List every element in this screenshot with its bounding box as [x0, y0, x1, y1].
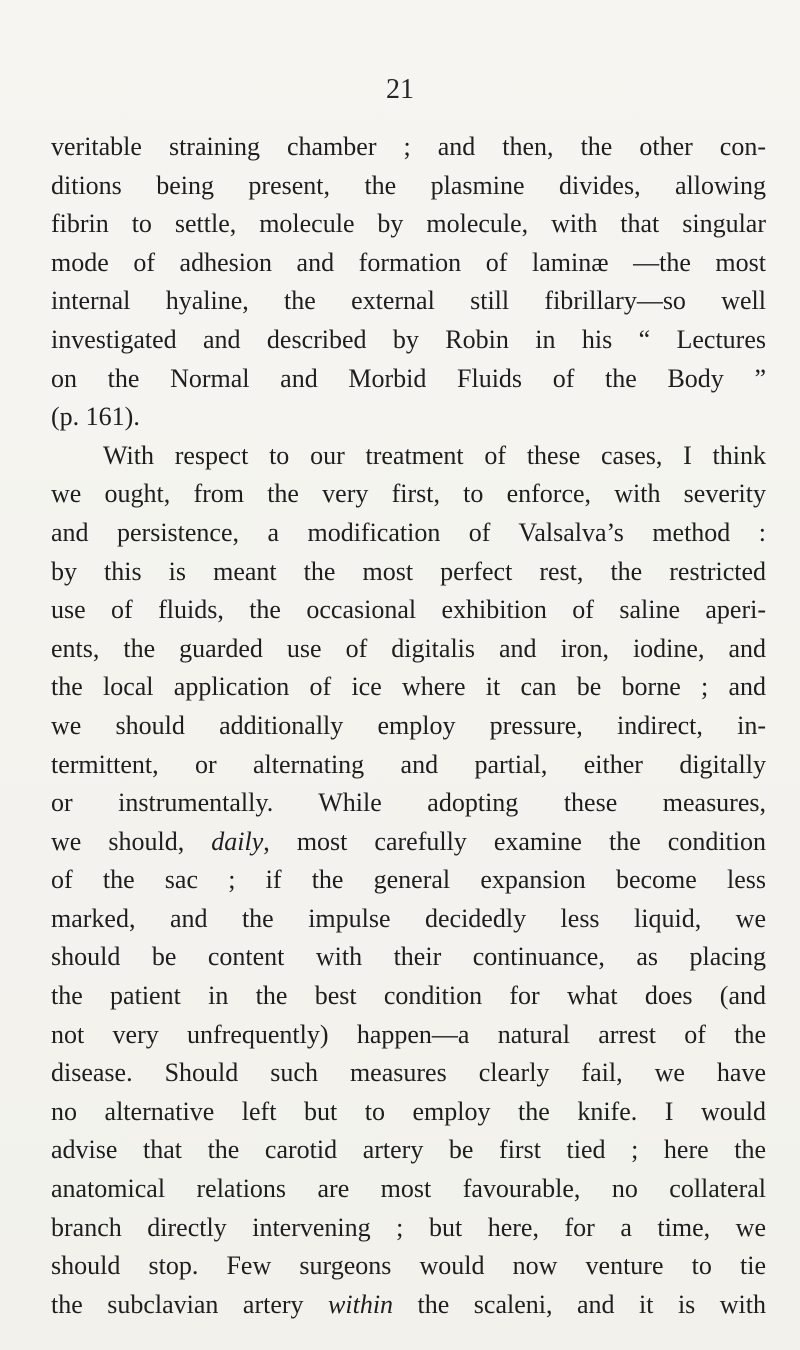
text-line: marked, and the impulse decidedly less liquid, we	[51, 903, 766, 933]
text-line: or instrumentally. While adopting these measures,	[51, 788, 766, 818]
text-line: investigated and described by Robin in his “ Lectures	[51, 324, 766, 354]
text-line-with-italic	[51, 1286, 766, 1325]
text-line: the local application of ice where it can be borne ; and	[51, 672, 766, 702]
text-line-with-italic	[51, 823, 766, 862]
text-line: internal hyaline, the external still fibrillary—so well	[51, 286, 766, 316]
text-line: fibrin to settle, molecule by molecule, with that singular	[51, 209, 766, 239]
text-segment: , most carefully examine the condition	[263, 826, 766, 856]
text-line: veritable straining chamber ; and then, the other con-	[51, 132, 766, 161]
text-line: should stop. Few surgeons would now venture to tie	[51, 1251, 766, 1281]
text-line: should be content with their continuance, as placing	[51, 942, 766, 972]
page-number: 21	[386, 74, 414, 105]
text-line: ents, the guarded use of digitalis and iron, iodine, and	[51, 633, 766, 663]
text-line: on the Normal and Morbid Fluids of the Body ”	[51, 363, 766, 393]
text-line: (p. 161).	[51, 402, 140, 432]
text-line: With respect to our treatment of these cases, I think	[103, 440, 766, 470]
text-line: not very unfrequently) happen—a natural arrest of the	[51, 1019, 766, 1049]
text-line: disease. Should such measures clearly fail, we have	[51, 1058, 766, 1088]
text-line: and persistence, a modification of Valsalva’s method :	[51, 517, 766, 547]
text-line: we ought, from the very first, to enforce, with severity	[51, 479, 766, 509]
text-line: termittent, or alternating and partial, either digitally	[51, 749, 766, 779]
text-line: no alternative left but to employ the knife. I would	[51, 1096, 766, 1126]
text-line: mode of adhesion and formation of laminæ —the most	[51, 247, 766, 277]
text-segment: the scaleni, and it is with	[393, 1289, 766, 1319]
text-line: branch directly intervening ; but here, for a time, we	[51, 1212, 766, 1242]
text-segment: the subclavian artery	[51, 1289, 329, 1319]
text-line: use of fluids, the occasional exhibition of saline aperi-	[51, 595, 766, 625]
body-text	[51, 128, 766, 1324]
text-line: the patient in the best condition for what does (and	[51, 981, 766, 1011]
text-line: advise that the carotid artery be first tied ; here the	[51, 1135, 766, 1165]
italic-word: within	[328, 1289, 394, 1319]
text-line: by this is meant the most perfect rest, the restricted	[51, 556, 766, 586]
italic-word: daily	[211, 826, 264, 856]
text-line: anatomical relations are most favourable, no collateral	[51, 1174, 766, 1204]
text-line: ditions being present, the plasmine divides, allowing	[51, 170, 766, 200]
text-segment: we should,	[51, 826, 212, 856]
text-line: we should additionally employ pressure, indirect, in-	[51, 710, 766, 740]
text-line: of the sac ; if the general expansion become less	[51, 865, 766, 895]
